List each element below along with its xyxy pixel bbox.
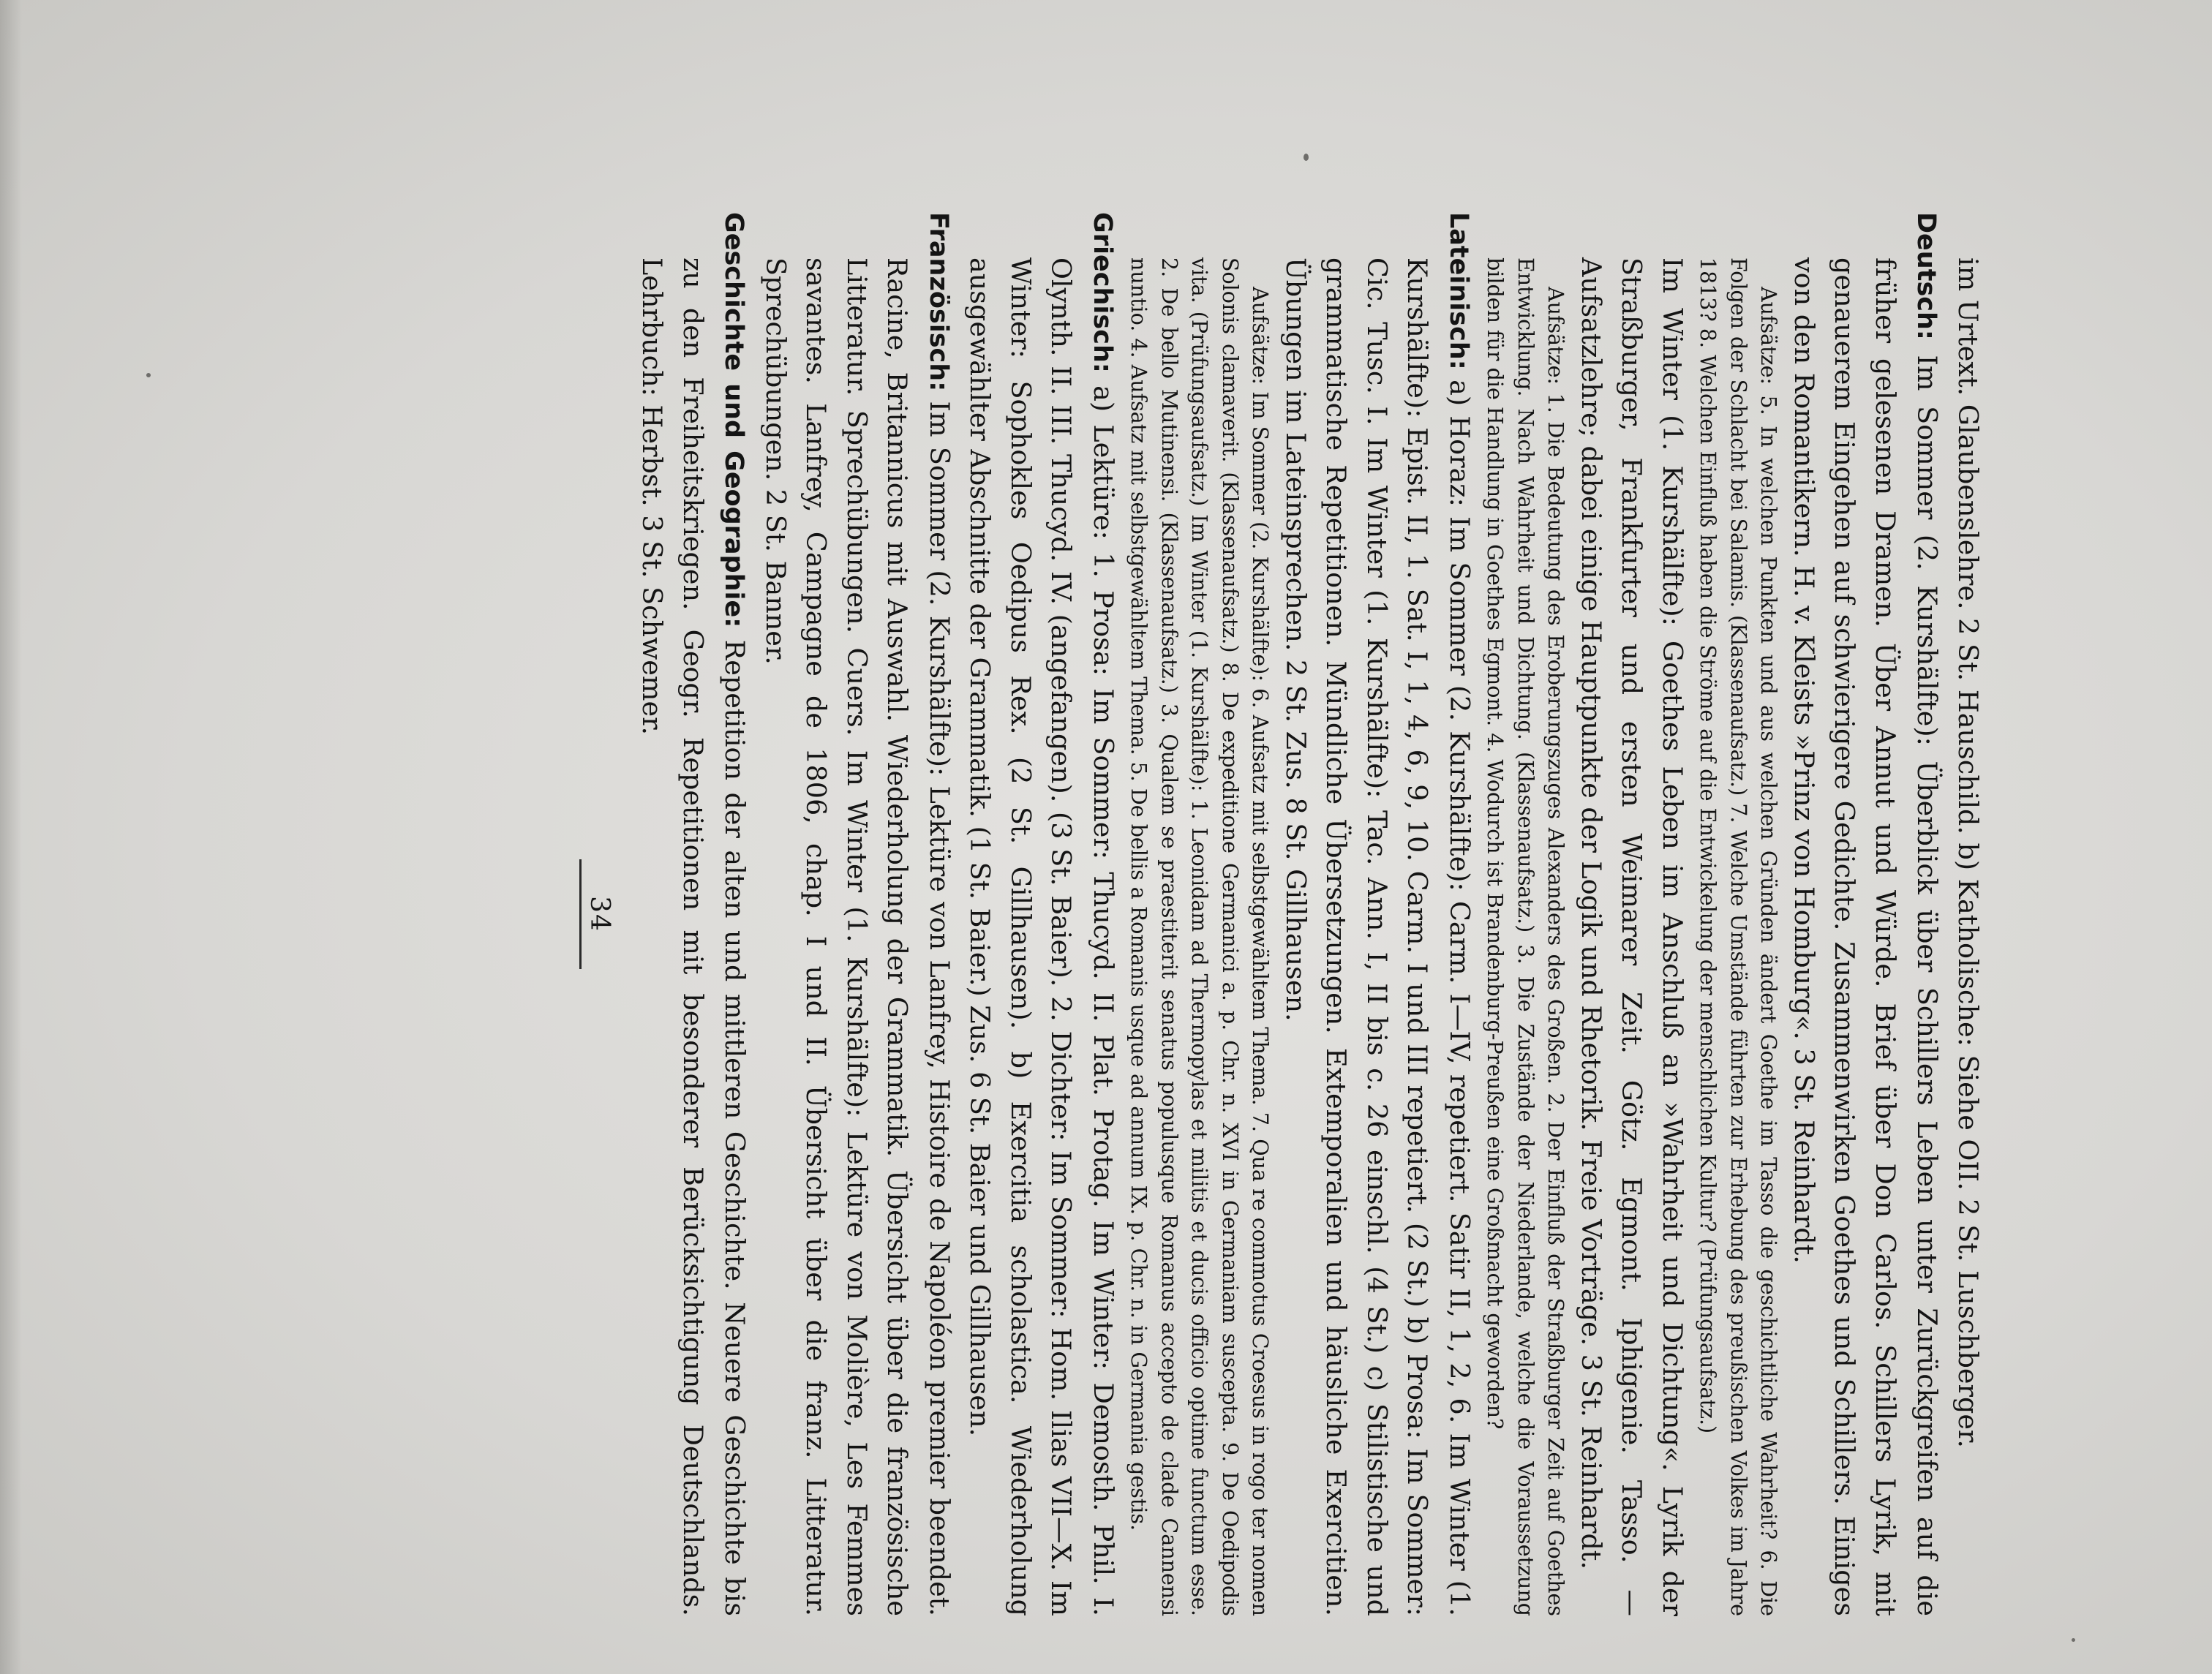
paragraph-deutsch-winter [1571, 212, 1693, 1616]
document-body [632, 212, 1988, 1616]
paragraph-griechisch-text: a) Lektüre: 1. Prosa: Im Sommer: Thucyd. II. Plat. Protag. Im Winter: Demosth. Phil. I. Olynth. II. III. Thucyd. IV. (angefangen). (3 St. Baier). 2. Dichter: Im Sommer: Hom. Ilias VII—X. Im Winter: Sophokles Oedipus Rex. (2 St. Gillhausen). b) Exercitia scholastica. Wiederholung ausgewählter Abschnitte der Grammatik. (1 St. Baier.) Zus. 6 St. Baier und Gillhausen. [964, 257, 1119, 1616]
rotated-text-block [205, 205, 1990, 1624]
paragraph-lateinisch [1276, 212, 1481, 1616]
paragraph-geschichte [632, 212, 756, 1616]
page-number-text: 34 [584, 896, 614, 932]
note-lateinisch-aufsaetze [1124, 212, 1276, 1616]
dust-speck [1304, 154, 1309, 161]
note-deutsch-aufsaetze-1-text: Aufsätze: 5. In welchen Punkten und aus welchen Gründen ändert Goethe im Tasso die geschichtliche Wahrheit? 6. Die Folgen der Schlacht bei Salamis. (Klassenaufsatz.) 7. Welche Umstände führten zur Erhebung des preußischen Volkes im Jahre 1813? 8. Welchen Einfluß haben die Ströme auf die Entwickelung der menschlichen Kultur? (Prüfungsaufsatz.) [1696, 257, 1781, 1616]
page-edge-shadow [0, 0, 22, 1674]
subject-label-griechisch: Griechisch: [1088, 212, 1117, 373]
paragraph-deutsch-text: Im Sommer (2. Kurshälfte): Überblick über Schillers Leben unter Zurückgreifen auf die früher gelesenen Dramen. Über Annut und Würde. Brief über Don Carlos. Schillers Lyrik, mit genauerem Eingehen auf schwierigere Gedichte. Zusammenwirken Goethes und Schillers. Einiges von den Romantikern. H. v. Kleists »Prinz von Homburg«. 3 St. Reinhardt. [1788, 257, 1944, 1616]
paragraph-franzoesisch-text: Im Sommer (2. Kurshälfte): Lektüre von Lanfrey, Histoire de Napoléon premier beendet. Racine, Britannicus mit Auswahl. Wiederholung der Grammatik. Übersicht über die französische Litteratur. Sprechübungen. Cuers. Im Winter (1. Kurshälfte): Lektüre von Molière, Les Femmes savantes. Lanfrey, Campagne de 1806, chap. I und II. Übersicht über die franz. Litteratur. Sprechübungen. 2 St. Banner. [760, 257, 955, 1616]
paragraph-lateinisch-text: a) Horaz: Im Sommer (2. Kurshälfte): Carm. I—IV, repetiert. Satir II, 1, 2, 6. Im Winter (1. Kurshälfte): Epist. II, 1. Sat. I, 1, 4, 6, 9, 10. Carm. I und III repetiert. (2 St.) b) Prosa: Im Sommer: Cic. Tusc. I. Im Winter (1. Kurshälfte): Tac. Ann. I, II bis c. 26 einschl. (4 St.) c) Stilistische und grammatische Repetitionen. Mündliche Übersetzungen. Extemporalien und häusliche Exercitien. Übungen im Lateinsprechen. 2 St. Zus. 8 St. Gillhausen. [1280, 257, 1475, 1616]
paragraph-religion-text: im Urtext. Glaubenslehre. 2 St. Hauschild. b) Katholische: Siehe OII. 2 St. Luschberger. [1952, 257, 1984, 1448]
subject-label-geschichte: Geschichte und Geographie: [719, 212, 749, 628]
page-number-rule [579, 859, 582, 969]
subject-label-lateinisch: Lateinisch: [1444, 212, 1473, 370]
paragraph-deutsch-winter-text: Im Winter (1. Kurshälfte): Goethes Leben im Anschluß an »Wahrheit und Dichtung«. Lyrik der Straßburger, Frankfurter und ersten Weimarer Zeit. Götz. Egmont. Iphigenie. Tasso. — Aufsatzlehre; dabei einige Hauptpunkte der Logik und Rhetorik. Freie Vorträge. 3 St. Reinhardt. [1576, 257, 1688, 1616]
note-deutsch-aufsaetze-1 [1693, 212, 1784, 1616]
dust-speck [146, 373, 151, 377]
note-lateinisch-aufsaetze-text: Aufsätze: Im Sommer (2. Kurshälfte): 6. Aufsatz mit selbstgewähltem Thema. 7. Qua re commotus Croesus in rogo ter nomen Solonis clamaverit. (Klassenaufsatz.) 8. De expeditione Germanici a. p. Chr. n. XVI in Germaniam suscepta. 9. De Oedipodis vita. (Prüfungsaufsatz.) Im Winter (1. Kurshälfte): 1. Leonidam ad Thermopylas et militis et ducis officio optime functum esse. 2. De bello Mutinensi. (Klassenaufsatz.) 3. Qualem se praestiterit senatus populusque Romanus accepto de clade Cannensi nuntio. 4. Aufsatz mit selbstgewähltem Thema. 5. De bellis a Romanis usque ad annum IX. p. Chr. n. in Germania gestis. [1126, 257, 1273, 1616]
paragraph-griechisch [960, 212, 1124, 1616]
note-deutsch-aufsaetze-2 [1480, 212, 1571, 1616]
dust-speck [2072, 1638, 2075, 1642]
note-deutsch-aufsaetze-2-text: Aufsätze: 1. Die Bedeutung des Eroberungszuges Alexanders des Großen. 2. Der Einfluß der Straßburger Zeit auf Goethes Entwicklung. Nach Wahrheit und Dichtung. (Klassenaufsatz.) 3. Die Zustände der Niederlande, welche die Voraussetzung bilden für die Handlung in Goethes Egmont. 4. Wodurch ist Brandenburg-Preußen eine Großmacht geworden? [1483, 257, 1568, 1616]
subject-label-franzoesisch: Französisch: [924, 212, 953, 392]
paragraph-franzoesisch [756, 212, 960, 1616]
paragraph-geschichte-text: Repetition der alten und mittleren Geschichte. Neuere Geschichte bis zu den Freiheitskriegen. Geogr. Repetitionen mit besonderer Berücksichtigung Deutschlands. Lehrbuch: Herbst. 3 St. Schwemer. [636, 257, 751, 1616]
paragraph-deutsch [1784, 212, 1948, 1616]
subject-label-deutsch: Deutsch: [1911, 212, 1941, 340]
paragraph-religion [1948, 212, 1989, 1616]
page-number [579, 205, 614, 1624]
